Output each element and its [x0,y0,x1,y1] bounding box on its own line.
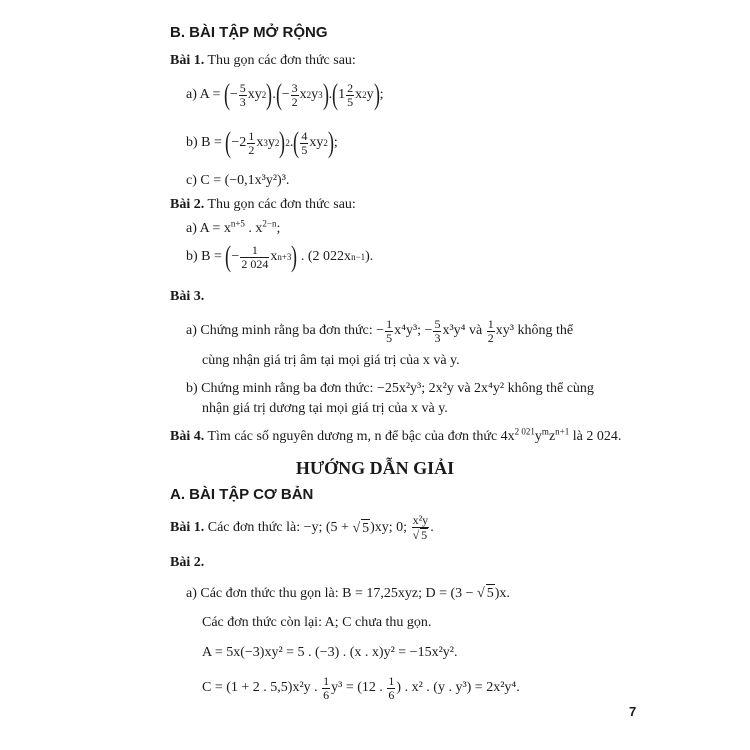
b1-b-f2-num: 4 [301,128,308,143]
b1-a-f3-den: 5 [347,94,354,109]
b4-exp1: 2 021 [514,426,535,437]
a2-l4-f2-num: 1 [388,673,395,688]
b3-b-line2: nhận giá trị dương tại mọi giá trị của x và y. [202,401,448,416]
b3-a-line1: a) Chứng minh rằng ba đơn thức: − $\frac{1}{5}$ x⁴y³; − $\frac{5}{3}$ x³y⁴ và $\frac{1}{2}$ xy³ không thể [186,316,574,345]
b1-a-f3-whole: 1 [338,87,346,102]
a1-frac-num: x²y [412,513,429,527]
a2-line4-f2 [387,675,395,702]
a1-frac-den-val: 5 [421,528,428,542]
a1-frac [412,514,430,542]
a1-line [170,508,434,548]
b2-text: Thu gọn các đơn thức sau: [207,197,356,212]
b4-exp2: m [541,426,549,437]
b3-a-f1 [385,318,393,345]
a1-sqrt: √ 5 [352,520,370,536]
b4-label: Bài 4. [170,429,205,444]
a2-line4 [202,670,520,706]
b2-b-term: x [270,249,278,264]
b2-label: Bài 2. [170,197,205,212]
b3-label: Bài 3. [170,289,205,304]
a1-text-mid: )xy; 0; [370,520,408,535]
a1-label: Bài 1. [170,520,205,535]
b1-a-f1-frac [239,82,247,109]
b1-heading [170,52,356,70]
b3-a-line2: cùng nhận giá trị âm tại mọi giá trị của x và y. [202,353,460,368]
b1-b-f2-den: 5 [301,142,308,157]
a2-line1 [186,584,510,603]
b1-b-f1-sign: −2 [231,135,247,150]
b3-b-line1: b) Chứng minh rằng ba đơn thức: −25x²y³; 2x²y và 2x⁴y² không thể cùng [186,381,594,396]
b2-heading [170,196,356,214]
b1-text: Thu gọn các đơn thức sau: [207,53,356,68]
a1-text-pre: Các đơn thức là: −y; (5 + [207,520,349,535]
a2-l4-f2-den: 6 [388,687,395,702]
b4-mid2: z [548,429,556,444]
b2-b-end: ). [365,249,374,264]
b1-a-f3-num: 2 [347,80,354,95]
b1-b-f1-den: 2 [248,142,255,157]
b1-b-f2-frac [300,130,308,157]
b3-a-f2-den: 3 [434,330,441,345]
b3-a-f3-den: 2 [487,330,494,345]
b1-a-f2-t2: y [311,87,319,102]
b2-b-rest: . (2 022x [300,249,352,264]
b1-a-f3-t1: x [355,87,363,102]
a2-line4-post: ) . x² . (y . y³) = 2x²y⁴. [396,680,520,695]
b2-a-end: ; [276,221,281,236]
b3-a-f3 [487,318,495,345]
b1-b-f1-num: 1 [248,128,255,143]
solutions-heading: HƯỚNG DẪN GIẢI [295,458,455,478]
section-b-heading: B. BÀI TẬP MỞ RỘNG [170,24,328,41]
b1-a-f2-frac [291,82,299,109]
a2-sqrt: √ 5 [477,586,494,601]
b2-b-sign: − [231,249,240,264]
a1-frac-den: √ 5 [412,528,428,542]
b3-a-tail: không thể [517,323,574,338]
b1-a-f1-sign: − [229,87,238,102]
b2-a-exp1: n+5 [230,218,245,229]
b1-a-f1-term: xy [247,87,262,102]
b2-b-num: 1 [240,244,269,258]
b2-a-prefix: a) A = x [186,221,231,236]
b4-mid1: y [534,429,542,444]
a2-sqrt-val: 5 [486,586,494,601]
b2-a-mid: . x [248,221,263,236]
b2-b-line: b) B = ( − $\frac{1}{2 024}$ x n+3 ) . (2 022x n−1 ). [186,240,374,273]
b4-line [170,428,621,446]
a2-l4-f1-num: 1 [323,673,330,688]
b1-b-prefix: b) B = [186,135,222,150]
a1-sqrt-val: 5 [362,520,370,536]
b2-a-exp2: 2−n [262,218,277,229]
b3-a-f3-num: 1 [487,316,494,331]
b1-a-f3-t2: y [366,87,374,102]
a2-line3: A = 5x(−3)xy² = 5 . (−3) . (x . x)y² = −15x²y². [202,645,458,660]
b1-c-line: c) C = (−0,1x³y²)³. [186,173,290,188]
b1-a-prefix: a) A = [186,87,221,102]
b3-a-f1-den: 5 [386,330,393,345]
b4-exp3: n+1 [555,426,570,437]
b2-b-prefix: b) B = [186,249,222,264]
b1-a-line: a) A = ( − $\frac{5}{3}$ xy 2 ) . ( − $\frac{3}{2}$ x 2 y 3 ) . ( 1 $\frac{2}{5}$ x 2 y ) ; [186,78,384,111]
a2-line4-f1 [322,675,330,702]
b1-b-line: b) B = ( −2 $\frac{1}{2}$ x 3 y 2 ) 2 . ( $\frac{4}{5}$ xy 2 ) ; [186,126,338,159]
b3-a-f1-num: 1 [386,316,393,331]
a2-label: Bài 2. [170,555,205,570]
b3-a-f2 [433,318,441,345]
b1-b-f1-mixed [231,130,256,157]
b4-text-post: là 2 024. [569,429,622,444]
section-a-heading: A. BÀI TẬP CƠ BẢN [170,486,314,503]
b1-b-f1-t1: x [256,135,264,150]
page-number: 7 [629,704,637,719]
a1-end: . [430,520,434,535]
b3-a-f2-term: x³y⁴ [442,323,466,338]
a2-line1-pre: a) Các đơn thức thu gọn là: B = 17,25xyz; D = (3 − [186,586,474,601]
b1-a-f2-sign: − [281,87,290,102]
b1-b-f2-term: xy [309,135,324,150]
a2-line2: Các đơn thức còn lại: A; C chưa thu gọn. [202,615,432,630]
a2-line1-post: )x. [494,586,510,601]
b3-a-mid: và [469,323,483,338]
b1-b-f1-t2: y [267,135,275,150]
a2-line4-pre: C = (1 + 2 . 5,5)x²y . [202,680,318,695]
b2-b-den: 2 024 [241,256,269,271]
b4-text-pre: Tìm các số nguyên dương m, n để bậc của đơn thức 4x [207,429,515,444]
b3-a-f1-term: x⁴y³; [394,323,422,338]
b1-label: Bài 1. [170,53,205,68]
b1-a-f1-den: 3 [239,94,246,109]
b1-a-f2-t1: x [299,87,307,102]
a2-line4-mid: y³ = (12 . [331,680,383,695]
b2-b-frac [240,244,269,271]
b3-a-f2-num: 5 [434,316,441,331]
b1-a-f2-num: 3 [291,80,298,95]
b1-a-f1-num: 5 [239,80,246,95]
b1-a-f3-mixed [338,82,355,109]
b2-a-line [186,220,280,238]
b3-a-prefix: a) Chứng minh rằng ba đơn thức: − [186,323,385,338]
b1-a-f2-den: 2 [291,94,298,109]
a2-l4-f1-den: 6 [323,687,330,702]
b3-a-f3-term: xy³ [495,323,514,338]
